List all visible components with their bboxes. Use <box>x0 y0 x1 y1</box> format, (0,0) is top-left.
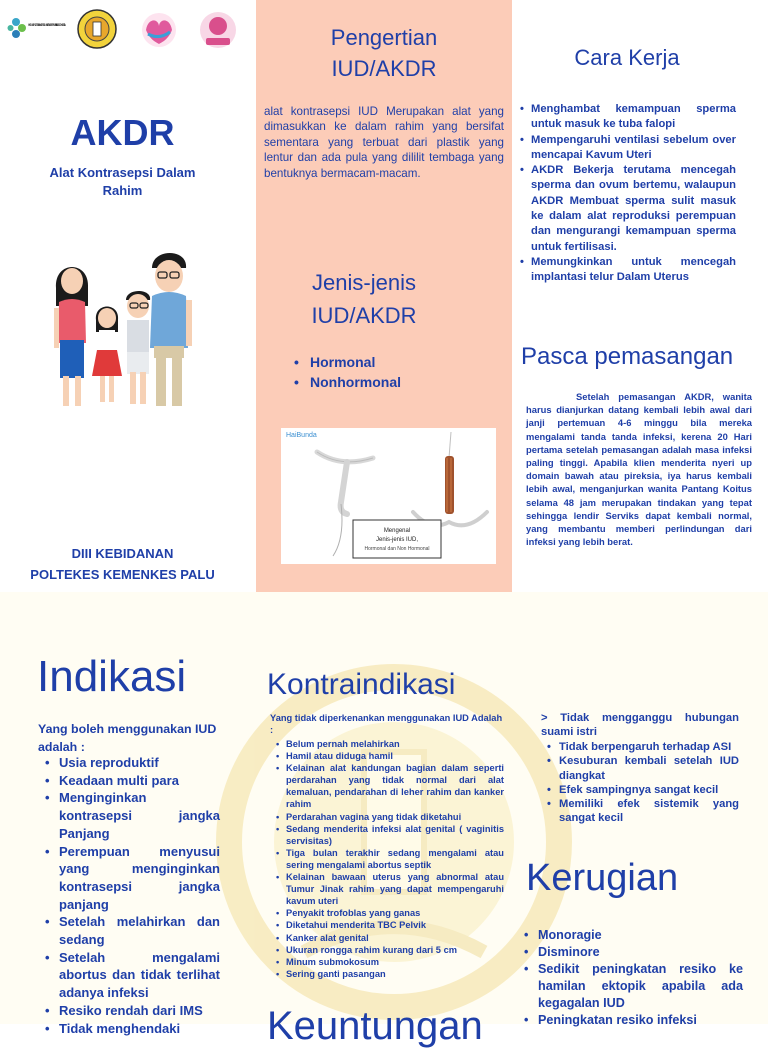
list-item: • Kelainan bawaan uterus yang abnormal atau Tumur Jinak rahim yang dapat mempengaruhi kavum uteri <box>276 871 504 907</box>
list-item: • Efek sampingnya sangat kecil <box>547 783 739 797</box>
list-item: • Perdarahan vagina yang tidak diketahui <box>276 811 504 823</box>
keuntungan-list <box>547 740 739 826</box>
list-item: • Sedang menderita infeksi alat genital ( vaginitis servisitas) <box>276 823 504 847</box>
kontraindikasi-list <box>276 738 504 980</box>
cara-kerja-heading: Cara Kerja <box>574 45 680 70</box>
list-item: • Tidak menghendaki <box>45 1020 220 1038</box>
pengertian-heading-line-1: Pengertian <box>330 25 438 50</box>
institution-line-2: POLTEKES KEMENKES PALU <box>30 567 215 582</box>
photo-caption-line-2: Jenis-jenis IUD, <box>375 537 419 543</box>
list-item: • Setelah mengalami abortus dan tidak terlihat adanya infeksi <box>45 949 220 1002</box>
list-item: • Setelah melahirkan dan sedang <box>45 913 220 948</box>
list-item: • Resiko rendah dari IMS <box>45 1002 220 1020</box>
list-item: • Memiliki efek sistemik yang sangat kecil <box>547 797 739 826</box>
pengertian-text: alat kontrasepsi IUD Merupakan alat yang dimasukkan ke dalam rahim yang bersifat sementara yang terbuat dari plastik yang lentur dan ada pula yang dililit tembaga yang bentuknya bermacam-macam. <box>264 105 504 180</box>
institution-line-1: DIII KEBIDANAN <box>71 546 174 561</box>
list-item: • Kelainan alat kandungan bagian dalam seperti perdarahan yang tidak normal dari alat kemaluan, pendarahan di leher rahim dan kanker rahim <box>276 762 504 810</box>
list-item: • AKDR Bekerja terutama mencegah sperma dan ovum bertemu, walaupun AKDR Membuat sperma sulit masuk ke dalam alat reproduksi perempuan dan mengurangi kemampuan sperma untuk fertilisasi. <box>518 163 736 255</box>
list-item: • Kesuburan kembali setelah IUD diangkat <box>547 754 739 783</box>
pasca-text: Setelah pemasangan AKDR, wanita harus dianjurkan datang kembali lebih awal dari janji pertemuan 4-6 minggu bila mereka mengalami tanda tanda infeksi, kerena 20 Hari pertama setelah pemasangan adalah masa infeksi paling tinggi. Apabila klien menderita nyeri up domain bawah atau pireksia, iya harus kembali lebih awal, menganjurkan wanita Pantang Koitus selama 48 jam merupakan tindakan yang tepat sehingga lendir Serviks dapat kembali normal, yang membantu memberi perlindungan dari infeksi yang lebih berat. <box>526 391 752 548</box>
kontraindikasi-intro: Yang tidak diperkenankan menggunakan IUD Adalah : <box>270 713 503 735</box>
poltekkes-logo <box>74 8 120 50</box>
list-item: • Tidak berpengaruh terhadap ASI <box>547 740 739 754</box>
list-item: • Minum submokosum <box>276 956 504 968</box>
list-item: • Sedikit peningkatan resiko ke hamilan ektopik apabila ada kegagalan IUD <box>524 961 743 1012</box>
cover-panel <box>0 0 256 592</box>
indikasi-list <box>45 754 220 1037</box>
keuntungan-heading: Keuntungan <box>267 1004 483 1048</box>
list-item: • Belum pernah melahirkan <box>276 738 504 750</box>
keuntungan-intro: > Tidak mengganggu hubungan suami istri <box>541 712 739 739</box>
list-item: • Diketahui menderita TBC Pelvik <box>276 919 504 931</box>
list-item: • Hormonal <box>294 352 401 372</box>
kerugian-heading: Kerugian <box>526 857 679 899</box>
photo-watermark: HaiBunda <box>286 432 317 439</box>
pasca-heading: Pasca pemasangan <box>521 343 734 370</box>
kontraindikasi-heading: Kontraindikasi <box>267 668 456 701</box>
kemenkes-logo <box>8 8 68 50</box>
pengertian-heading-line-2: IUD/AKDR <box>331 56 437 81</box>
kerugian-list <box>524 927 743 1029</box>
list-item: • Sering ganti pasangan <box>276 968 504 980</box>
photo-caption-line-1: Mengenal <box>383 528 411 534</box>
cover-title: AKDR <box>70 112 175 153</box>
bidan-logo <box>192 8 244 50</box>
indikasi-heading: Indikasi <box>37 652 187 701</box>
jenis-heading-line-2: IUD/AKDR <box>311 303 417 328</box>
list-item: • Keadaan multi para <box>45 772 220 790</box>
logo-row <box>8 8 248 50</box>
svg-text:KEMENTERIAN KESEHATAN REPUBLIK: KEMENTERIAN KESEHATAN REPUBLIK INDONESIA <box>28 22 67 27</box>
list-item: • Menghambat kemampuan sperma untuk masuk ke tuba falopi <box>518 102 736 133</box>
photo-caption-line-3: Hormonal dan Non Hormonal <box>364 546 430 552</box>
cover-subtitle: Alat Kontrasepsi Dalam Rahim <box>49 165 196 198</box>
list-item: • Disminore <box>524 944 743 961</box>
iud-photo <box>281 428 496 564</box>
list-item: • Kanker alat genital <box>276 932 504 944</box>
jenis-heading-line-1: Jenis-jenis <box>312 270 416 295</box>
list-item: • Usia reproduktif <box>45 754 220 772</box>
family-illustration <box>48 248 198 413</box>
list-item: • Perempuan menyusui yang menginginkan kontrasepsi jangka panjang <box>45 843 220 914</box>
list-item: • Menginginkan kontrasepsi jangka Panjang <box>45 789 220 842</box>
list-item: • Penyakit trofoblas yang ganas <box>276 907 504 919</box>
list-item: • Mempengaruhi ventilasi sebelum over mencapai Kavum Uteri <box>518 133 736 164</box>
kebidanan-logo <box>134 8 184 50</box>
cara-kerja-list <box>518 102 736 286</box>
jenis-heading <box>256 266 472 332</box>
list-item: • Hamil atau diduga hamil <box>276 750 504 762</box>
list-item: • Ukuran rongga rahim kurang dari 5 cm <box>276 944 504 956</box>
list-item: • Nonhormonal <box>294 372 401 392</box>
jenis-list <box>294 352 401 392</box>
institution-name <box>0 543 245 585</box>
pengertian-heading <box>256 22 512 84</box>
list-item: • Monoragie <box>524 927 743 944</box>
list-item: • Tiga bulan terakhir sedang mengalami atau sering mengalami abortus septik <box>276 847 504 871</box>
list-item: • Memungkinkan untuk mencegah implantasi telur Dalam Uterus <box>518 255 736 286</box>
indikasi-intro: Yang boleh menggunakan IUD adalah : <box>38 722 217 754</box>
list-item: • Peningkatan resiko infeksi <box>524 1012 743 1029</box>
